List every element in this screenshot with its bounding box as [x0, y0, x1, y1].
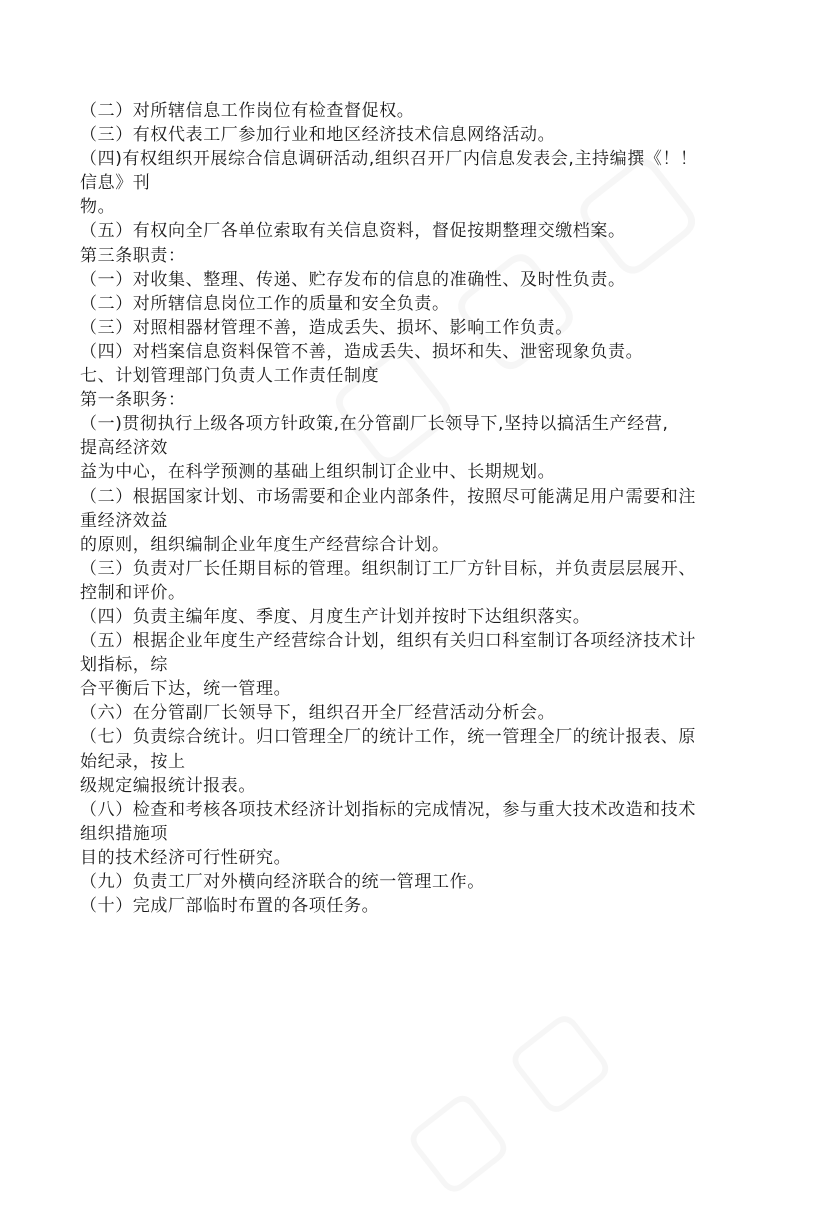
text-line: 始纪录，按上 [80, 751, 186, 772]
text-line: （二）对所辖信息工作岗位有检查督促权。 [80, 101, 415, 121]
text-line: （四)有权组织开展综合信息调研活动,组织召开厂内信息发表会,主持编撰《！！ [80, 149, 698, 170]
text-line: （九）负责工厂对外横向经济联合的统一管理工作。 [80, 872, 485, 892]
chapter-heading: 七、计划管理部门负责人工作责任制度 [80, 366, 380, 387]
text-line: 级规定编报统计报表。 [80, 775, 256, 796]
text-line: （二）对所辖信息岗位工作的质量和安全负责。 [80, 293, 450, 314]
watermark-graphic-lower [380, 982, 628, 1212]
text-line: 物。 [80, 197, 116, 218]
text-line: 划指标，综 [80, 655, 168, 676]
text-line: 益为中心，在科学预测的基础上组织制订企业中、长期规划。 [80, 462, 556, 483]
text-line: 提高经济效 [80, 438, 168, 459]
text-line: （一）对收集、整理、传递、贮存发布的信息的准确性、及时性负责。 [80, 269, 626, 290]
text-line: （八）检查和考核各项技术经济计划指标的完成情况，参与重大技术改造和技术 [80, 799, 696, 820]
document-body [80, 99, 760, 918]
text-line: （七）负责综合统计。归口管理全厂的统计工作，统一管理全厂的统计报表、原 [80, 727, 696, 748]
text-line: （二）根据国家计划、市场需要和企业内部条件，按照尽可能满足用户需要和注 [80, 486, 696, 507]
text-line: 重经济效益 [80, 510, 168, 531]
text-line: 控制和评价。 [80, 582, 186, 603]
section-heading: 第一条职务： [80, 390, 186, 411]
text-line: （一)贯彻执行上级各项方针政策,在分管副厂长领导下,坚持以搞活生产经营, [80, 414, 669, 435]
text-line: （五）有权向全厂各单位索取有关信息资料，督促按期整理交缴档案。 [80, 221, 626, 242]
text-line: （四）负责主编年度、季度、月度生产计划并按时下达组织落实。 [80, 606, 591, 627]
text-line: 合平衡后下达，统一管理。 [80, 679, 292, 700]
text-line: （三）对照相器材管理不善，造成丢失、损坏、影响工作负责。 [80, 317, 573, 338]
text-line: （十）完成厂部临时布置的各项任务。 [80, 896, 380, 917]
text-line: （三）负责对厂长任期目标的管理。组织制订工厂方针目标，并负责层层展开、 [80, 558, 696, 579]
text-line: 组织措施项 [80, 823, 168, 844]
section-heading: 第三条职责： [80, 245, 186, 266]
text-line: （五）根据企业年度生产经营综合计划，组织有关归口科室制订各项经济技术计 [80, 631, 696, 652]
text-line: 的原则，组织编制企业年度生产经营综合计划。 [80, 534, 450, 555]
text-line: （四）对档案信息资料保管不善，造成丢失、损坏和失、泄密现象负责。 [80, 341, 644, 362]
text-line: （三）有权代表工厂参加行业和地区经济技术信息网络活动。 [80, 125, 556, 146]
text-line: 目的技术经济可行性研究。 [80, 847, 292, 868]
text-line: 信息》刊 [80, 173, 151, 194]
text-line: （六）在分管副厂长领导下，组织召开全厂经营活动分析会。 [80, 703, 556, 724]
